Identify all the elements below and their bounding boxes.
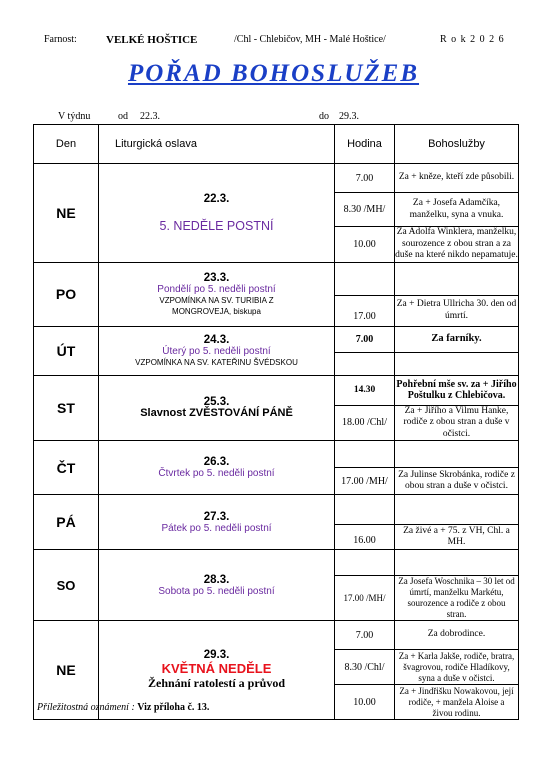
- time-cell: [335, 550, 395, 576]
- date: 28.3.: [203, 573, 230, 586]
- time-cell: 17.00: [335, 295, 395, 326]
- week-od: od: [118, 111, 128, 122]
- time-cell: 8.30 /MH/: [335, 193, 395, 227]
- table-row: [34, 375, 519, 405]
- time-cell: [335, 495, 395, 525]
- page-header: [44, 34, 514, 48]
- intention-cell: Za Julinse Skrobánka, rodiče z obou stran a duše v očistci.: [395, 468, 519, 495]
- table-row: [34, 262, 519, 295]
- intention-cell: [395, 262, 519, 295]
- farnost-label: Farnost:: [44, 34, 77, 45]
- week-from: 22.3.: [140, 111, 160, 122]
- memorial: VZPOMÍNKA NA SV. KATEŘINU ŠVÉDSKOU: [135, 357, 298, 367]
- time-cell: 8.30 /Chl/: [335, 650, 395, 685]
- date: 24.3.: [203, 333, 230, 346]
- intention-cell: Za + Dietra Ullricha 30. den od úmrtí.: [395, 295, 519, 326]
- time-cell: [335, 441, 395, 468]
- col-oslava: Liturgická oslava: [99, 125, 335, 164]
- celebration-name: Čtvrtek po 5. neděli postní: [158, 468, 275, 479]
- time-cell: 10.00: [335, 227, 395, 263]
- year: R o k 2 0 2 6: [440, 34, 505, 45]
- celebration-cell: [99, 326, 335, 375]
- table-row: [34, 326, 519, 352]
- col-bohosluzby: Bohoslužby: [395, 125, 519, 164]
- intention-cell: Za dobrodince.: [395, 621, 519, 650]
- day-cell: PO: [34, 262, 99, 326]
- celebration-cell: [99, 495, 335, 550]
- time-cell: 17.00 /MH/: [335, 468, 395, 495]
- celebration-name: Úterý po 5. neděli postní: [162, 345, 271, 357]
- intention-cell: Za farníky.: [395, 326, 519, 352]
- date: 29.3.: [203, 649, 230, 661]
- time-cell: 16.00: [335, 525, 395, 550]
- week-do: do: [319, 111, 329, 122]
- celebration-cell: [99, 375, 335, 441]
- obce-legend: /Chl - Chlebičov, MH - Malé Hoštice/: [234, 34, 386, 45]
- table-row: [34, 441, 519, 468]
- day-cell: NE: [34, 621, 99, 720]
- celebration-name: KVĚTNÁ NEDĚLE: [161, 661, 272, 676]
- table-row: [34, 164, 519, 193]
- day-cell: SO: [34, 550, 99, 621]
- time-cell: 7.00: [335, 326, 395, 352]
- date: 23.3.: [203, 271, 230, 284]
- celebration-name: Sobota po 5. neděli postní: [158, 585, 275, 597]
- intention-cell: Za + Jindřišku Nowakovou, její rodiče, + manžela Aloise a živou rodinu.: [395, 685, 519, 720]
- table-row: [34, 621, 519, 650]
- intention-cell: [395, 550, 519, 576]
- celebration-name: Pondělí po 5. neděli postní: [157, 283, 276, 295]
- time-cell: [335, 352, 395, 375]
- memorial: VZPOMÍNKA NA SV. TURIBIA Z MONGROVEJA, biskupa: [159, 295, 274, 316]
- intention-cell: [395, 441, 519, 468]
- time-cell: 7.00: [335, 164, 395, 193]
- table-header-row: [34, 125, 519, 164]
- celebration-cell: [99, 262, 335, 326]
- week-label: V týdnu: [58, 111, 91, 122]
- week-to: 29.3.: [339, 111, 359, 122]
- celebration-cell: [99, 441, 335, 495]
- date: 26.3.: [203, 456, 230, 468]
- day-cell: ČT: [34, 441, 99, 495]
- col-hodina: Hodina: [335, 125, 395, 164]
- time-cell: 7.00: [335, 621, 395, 650]
- intention-cell: Za Adolfa Winklera, manželku, sourozence z obou stran a za duše na které nikdo nepamatuje.: [395, 227, 518, 260]
- intention-cell: Za + kněze, kteří zde působili.: [395, 164, 519, 193]
- intention-cell: Pohřební mše sv. za + Jiřího Poštulku z Chlebičova.: [395, 375, 519, 405]
- intention-cell: Za Josefa Woschnika – 30 let od úmrtí, manželku Markétu, sourozence a rodiče z obou stran.: [395, 576, 519, 621]
- footer-text: Viz příloha č. 13.: [137, 702, 210, 713]
- farnost-name: VELKÉ HOŠTICE: [106, 34, 198, 46]
- intention-cell: Za + Jiřího a Vilmu Hanke, rodiče z obou stran a duše v očistci.: [395, 405, 519, 441]
- intention-cell: Za živé a + 75. z VH, Chl. a MH.: [395, 525, 519, 550]
- time-cell: 10.00: [335, 685, 395, 720]
- date: 25.3.: [203, 396, 230, 409]
- week-range: [58, 111, 378, 123]
- col-den: Den: [34, 125, 99, 164]
- time-cell: 18.00 /Chl/: [335, 405, 395, 441]
- day-cell: PÁ: [34, 495, 99, 550]
- intention-cell: [395, 495, 519, 525]
- date: 27.3.: [203, 510, 230, 523]
- table-row: [34, 495, 519, 525]
- day-cell: ST: [34, 375, 99, 441]
- time-cell: [335, 262, 395, 295]
- footer-label: Příležitostná oznámení :: [37, 702, 135, 713]
- footer-notice: [37, 702, 209, 713]
- solemnity: Slavnost ZVĚSTOVÁNÍ PÁNĚ: [140, 407, 293, 420]
- day-cell: ÚT: [34, 326, 99, 375]
- date: 22.3.: [203, 192, 230, 205]
- table-row: [34, 550, 519, 576]
- celebration-name: Pátek po 5. neděli postní: [161, 522, 272, 534]
- intention-cell: Za + Karla Jakše, rodiče, bratra, švagrovou, rodiče Hladíkovy, syna a duše v očistci.: [395, 650, 519, 685]
- celebration-cell: [99, 550, 335, 621]
- intention-cell: [395, 352, 519, 375]
- page-title: POŘAD BOHOSLUŽEB: [127, 60, 420, 87]
- procession: Žehnání ratolestí a průvod: [147, 676, 285, 690]
- schedule-table: [33, 124, 519, 720]
- time-cell: 17.00 /MH/: [335, 576, 395, 621]
- celebration-cell: [99, 164, 335, 263]
- intention-cell: Za + Josefa Adamčíka, manželku, syna a vnuka.: [395, 193, 519, 227]
- day-cell: NE: [34, 164, 99, 263]
- time-cell: 14.30: [335, 375, 395, 405]
- celebration-name: 5. NEDĚLE POSTNÍ: [159, 218, 274, 233]
